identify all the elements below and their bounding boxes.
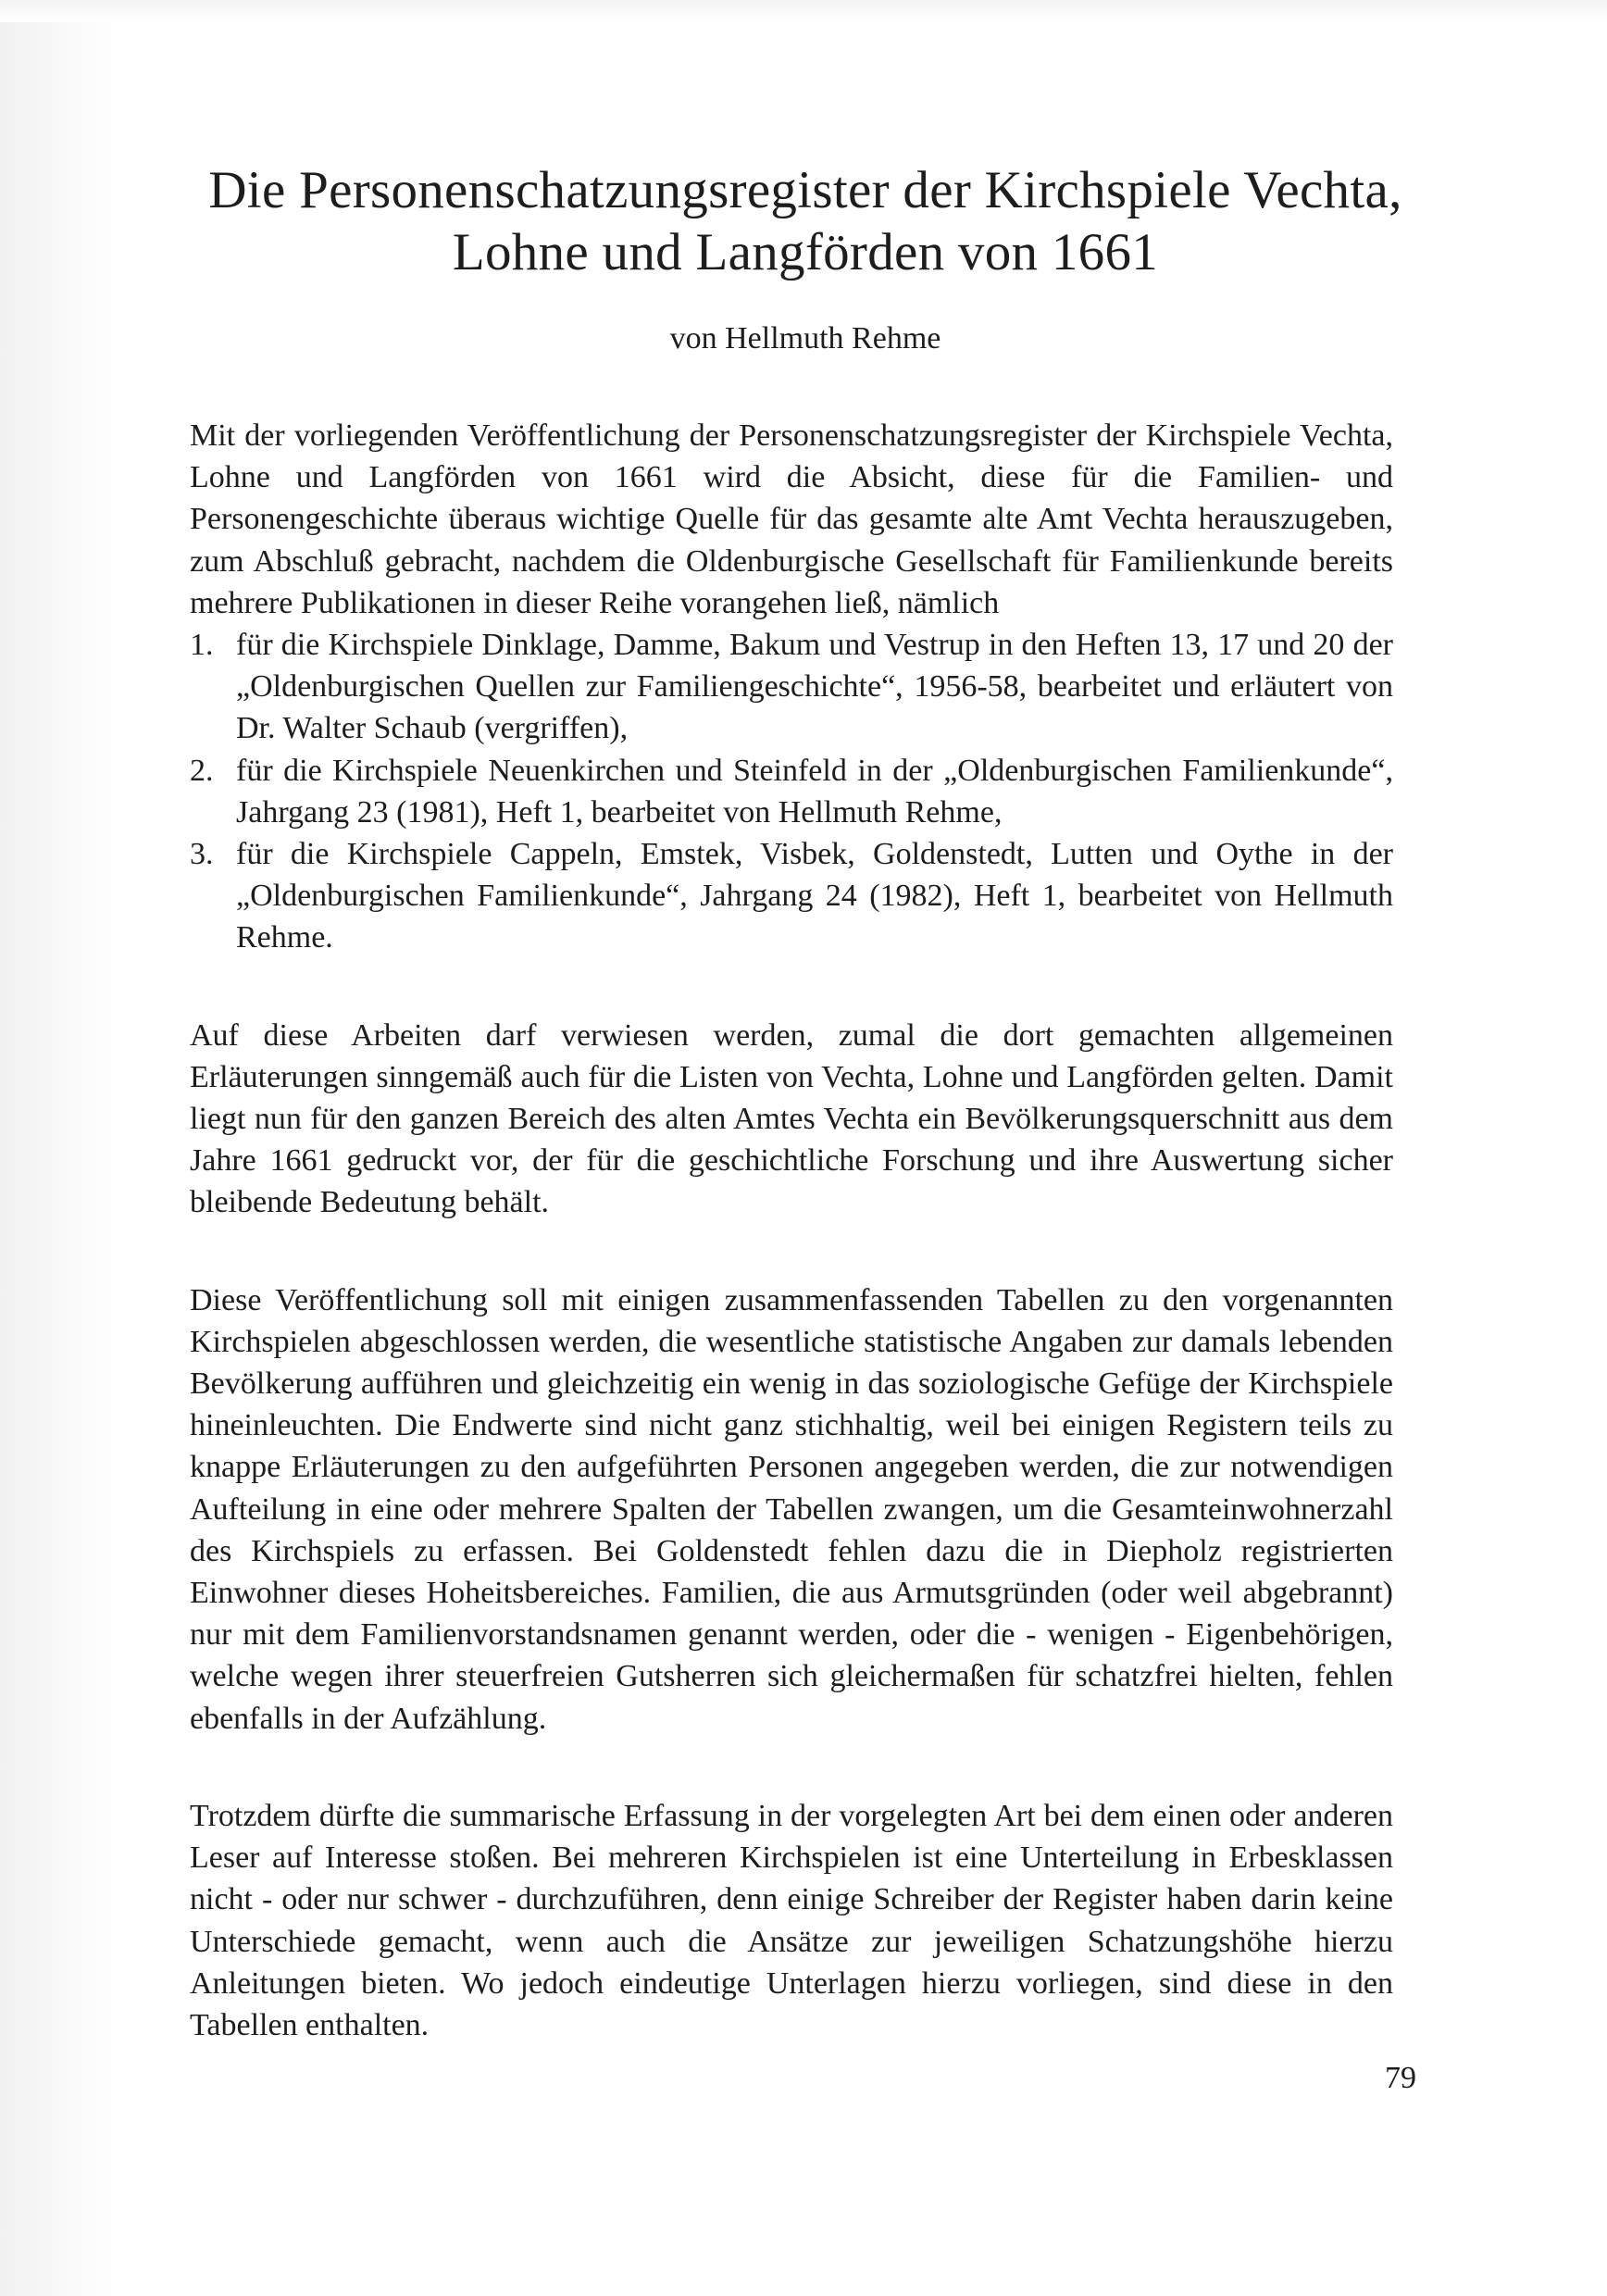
article-body [190, 415, 1393, 2046]
paragraph-gap [190, 959, 1393, 1015]
page-edge-shadow [0, 0, 120, 2296]
list-item-number: 1. [190, 628, 214, 663]
page-number: 79 [1385, 2061, 1416, 2095]
body-paragraph: Trotzdem dürfte die summarische Erfassung in der vorgelegten Art bei dem einen oder anderen Leser auf Interesse stoßen. Bei mehreren Kirchspielen ist eine Unterteilung in Erbesklassen nicht - oder nur schwer - durchzuführen, denn einige Schreiber der Register haben darin keine Unterschiede gemacht, wenn auch die Ansätze zur jeweiligen Schatzungshöhe hierzu Anleitungen bieten. Wo jedoch eindeutige Unterlagen hierzu vorliegen, sind diese in den Tabellen enthalten. [190, 1798, 1393, 2042]
title-block [190, 159, 1421, 357]
body-paragraph: Diese Veröffentlichung soll mit einigen zusammenfassenden Tabellen zu den vorgenannten Kirchspielen abgeschlossen werden, die wesentliche statistische Angaben zur damals lebenden Bevölkerung aufführen und gleichzeitig ein wenig in das soziologische Gefüge der Kirchspiele hineinleuchten. Die Endwerte sind nicht ganz stichhaltig, weil bei einigen Registern teils zu knappe Erläuterungen zu den aufgeführten Personen angegeben werden, die zur notwendigen Aufteilung in eine oder mehrere Spalten der Tabellen zwangen, um die Gesamteinwohnerzahl des Kirchspiels zu erfassen. Bei Goldenstedt fehlen dazu die in Diepholz registrierten Einwohner dieses Hoheitsbereiches. Familien, die aus Armutsgründen (oder weil abgebrannt) nur mit dem Familienvorstandsnamen genannt werden, oder die - wenigen - Eigenbehörigen, welche wegen ihrer steuerfreien Gutsherren sich gleichermaßen für schatzfrei hielten, fehlen ebenfalls in der Aufzählung. [190, 1282, 1393, 1736]
intro-paragraph: Mit der vorliegenden Veröffentlichung der Personenschatzungsregister der Kirchspiele Vechta, Lohne und Langförden von 1661 wird die Absicht, diese für die Familien- und Personengeschichte überaus wichtige Quelle für das gesamte alte Amt Vechta herauszugeben, zum Abschluß gebracht, nachdem die Oldenburgische Gesellschaft für Familienkunde bereits mehrere Publikationen in dieser Reihe vorangehen ließ, nämlich [190, 418, 1393, 620]
article-title: Die Personenschatzungsregister der Kirchspiele Vechta, Lohne und Langförden von 1661 [208, 161, 1402, 281]
paragraph-gap [190, 1740, 1393, 1795]
list-item-text: für die Kirchspiele Neuenkirchen und Steinfeld in der „Oldenburgischen Familienkunde“, Jahrgang 23 (1981), Heft 1, bearbeitet von Hellmuth Rehme, [236, 753, 1393, 830]
list-item-number: 3. [190, 837, 214, 872]
list-item [190, 624, 1393, 750]
list-item-text: für die Kirchspiele Cappeln, Emstek, Visbek, Goldenstedt, Lutten und Oythe in der „Oldenburgischen Familienkunde“, Jahrgang 24 (1982), Heft 1, bearbeitet von Hellmuth Rehme. [236, 837, 1393, 955]
article-author: von Hellmuth Rehme [669, 321, 941, 356]
publication-list [190, 624, 1393, 959]
page-top-shadow [0, 0, 1607, 22]
list-item [190, 833, 1393, 959]
paragraph-gap [190, 1224, 1393, 1279]
body-paragraph: Auf diese Arbeiten darf verwiesen werden, zumal die dort gemachten allgemeinen Erläuterungen sinngemäß auch für die Listen von Vechta, Lohne und Langförden gelten. Damit liegt nun für den ganzen Bereich des alten Amtes Vechta ein Bevölkerungsquerschnitt aus dem Jahre 1661 gedruckt vor, der für die geschichtliche Forschung und ihre Auswertung sicher bleibende Bedeutung behält. [190, 1017, 1393, 1220]
list-item-number: 2. [190, 753, 214, 788]
list-item [190, 750, 1393, 833]
list-item-text: für die Kirchspiele Dinklage, Damme, Bakum und Vestrup in den Heften 13, 17 und 20 der „Oldenburgischen Quellen zur Familiengeschichte“, 1956-58, bearbeitet und erläutert von Dr. Walter Schaub (vergriffen), [236, 628, 1393, 746]
